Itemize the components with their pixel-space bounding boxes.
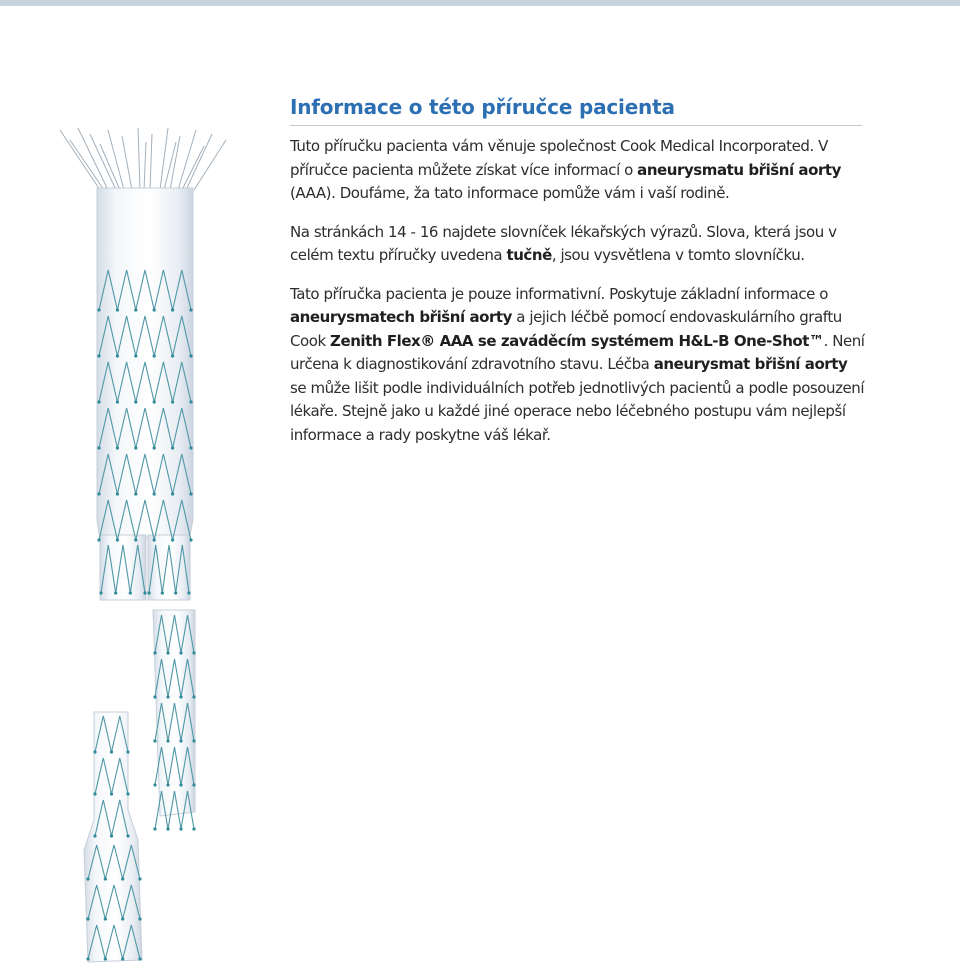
ipsilateral-limb — [100, 535, 146, 600]
stent-marker — [104, 957, 107, 960]
stent-marker — [153, 400, 156, 403]
stent-marker — [134, 492, 137, 495]
stent-marker — [93, 834, 96, 837]
stent-marker — [166, 739, 169, 742]
stent-marker — [192, 695, 195, 698]
stent-marker — [192, 827, 195, 830]
page-title: Informace o této příručce pacienta — [290, 95, 675, 119]
stent-marker — [189, 400, 192, 403]
stent-marker — [171, 400, 174, 403]
text-segment: (AAA). Doufáme, ža tato informace pomůže vám i vaší rodině. — [290, 184, 730, 202]
stent-marker — [189, 538, 192, 541]
stent-marker — [153, 783, 156, 786]
stent-marker — [192, 783, 195, 786]
glossary-term: aneurysmatu břišní aorty — [637, 160, 841, 179]
stent-marker — [189, 492, 192, 495]
stent-marker — [153, 827, 156, 830]
stent-marker — [116, 446, 119, 449]
stent-marker — [166, 783, 169, 786]
stent-marker — [179, 695, 182, 698]
stent-marker — [153, 695, 156, 698]
stent-marker — [86, 877, 89, 880]
text-segment: , jsou vysvětlena v tomto slovníčku. — [551, 246, 805, 264]
glossary-term: tučně — [506, 246, 552, 264]
contralateral-stub — [148, 535, 190, 600]
stent-marker — [116, 538, 119, 541]
stent-marker — [116, 354, 119, 357]
stent-marker — [179, 651, 182, 654]
stent-marker — [116, 400, 119, 403]
stent-marker — [121, 877, 124, 880]
stent-marker — [171, 446, 174, 449]
stent-marker — [171, 492, 174, 495]
stent-marker — [166, 695, 169, 698]
intro-section — [290, 94, 866, 462]
paragraph-disclaimer — [290, 283, 866, 448]
stent-marker — [134, 400, 137, 403]
stent-marker — [192, 651, 195, 654]
stent-marker — [126, 792, 129, 795]
stent-marker — [134, 308, 137, 311]
stent-marker — [153, 651, 156, 654]
stent-marker — [134, 446, 137, 449]
stent-marker — [99, 591, 102, 594]
stent-marker — [116, 308, 119, 311]
stent-marker — [134, 538, 137, 541]
stent-marker — [153, 538, 156, 541]
stent-marker — [114, 591, 117, 594]
text-segment: Na stránkách 14 - 16 najdete slovníček lékařských výrazů. Slova, která jsou v celém textu příručky uvedena — [290, 222, 837, 264]
stent-marker — [189, 308, 192, 311]
suprarenal-crown — [60, 128, 226, 190]
stent-marker — [97, 400, 100, 403]
stent-marker — [179, 783, 182, 786]
stent-marker — [110, 750, 113, 753]
product-name: Zenith Flex® AAA se zaváděcím systémem H&L-B One-Shot™ — [330, 331, 824, 350]
stent-marker — [97, 538, 100, 541]
stent-marker — [179, 827, 182, 830]
text-segment: . Není určena k diagnostikování zdravotního stavu. Léčba — [290, 331, 865, 373]
paragraph-glossary-note — [290, 221, 866, 268]
stent-marker — [153, 492, 156, 495]
stent-marker — [138, 917, 141, 920]
stent-graft-illustration — [0, 0, 290, 972]
stent-marker — [174, 591, 177, 594]
stent-marker — [143, 591, 146, 594]
text-segment: Tato příručka pacienta je pouze informativní. Poskytuje základní informace o — [290, 284, 828, 303]
stent-marker — [129, 591, 132, 594]
stent-marker — [147, 591, 150, 594]
stent-marker — [93, 750, 96, 753]
stent-marker — [134, 354, 137, 357]
stent-marker — [153, 354, 156, 357]
stent-marker — [166, 651, 169, 654]
stent-marker — [192, 739, 195, 742]
stent-marker — [179, 739, 182, 742]
glossary-term: aneurysmat břišní aorty — [653, 355, 848, 373]
stent-marker — [110, 792, 113, 795]
stent-marker — [166, 827, 169, 830]
stent-marker — [97, 308, 100, 311]
stent-marker — [189, 446, 192, 449]
stent-marker — [161, 591, 164, 594]
stent-marker — [153, 308, 156, 311]
stent-marker — [126, 834, 129, 837]
stent-marker — [93, 792, 96, 795]
stent-marker — [171, 354, 174, 357]
stent-marker — [86, 917, 89, 920]
stent-marker — [189, 354, 192, 357]
stent-marker — [97, 354, 100, 357]
stent-marker — [126, 750, 129, 753]
stent-marker — [138, 957, 141, 960]
stent-marker — [153, 446, 156, 449]
glossary-term: aneurysmatech břišní aorty — [290, 308, 512, 326]
stent-marker — [187, 591, 190, 594]
stent-marker — [121, 957, 124, 960]
stent-marker — [97, 446, 100, 449]
paragraph-intro — [290, 135, 866, 206]
stent-marker — [121, 917, 124, 920]
text-segment: Tuto příručku pacienta vám věnuje společnost Cook Medical Incorporated. V příručce pacienta můžete získat více informací o — [290, 137, 828, 179]
stent-marker — [104, 877, 107, 880]
stent-marker — [97, 492, 100, 495]
text-segment: se může lišit podle individuálních potřeb jednotlivých pacientů a podle posouzení lékaře. Stejně jako u každé jiné operace nebo léčebného postupu vám nejlepší informace a rady poskytne váš lékař. — [290, 378, 865, 444]
limb-extension-left — [84, 712, 142, 962]
stent-marker — [171, 538, 174, 541]
stent-marker — [116, 492, 119, 495]
stent-marker — [171, 308, 174, 311]
text-segment: a jejich léčbě pomocí endovaskulárního graftu Cook — [290, 308, 842, 350]
title-divider — [290, 125, 862, 126]
stent-marker — [104, 917, 107, 920]
stent-marker — [153, 739, 156, 742]
stent-marker — [86, 957, 89, 960]
stent-marker — [138, 877, 141, 880]
stent-marker — [110, 834, 113, 837]
